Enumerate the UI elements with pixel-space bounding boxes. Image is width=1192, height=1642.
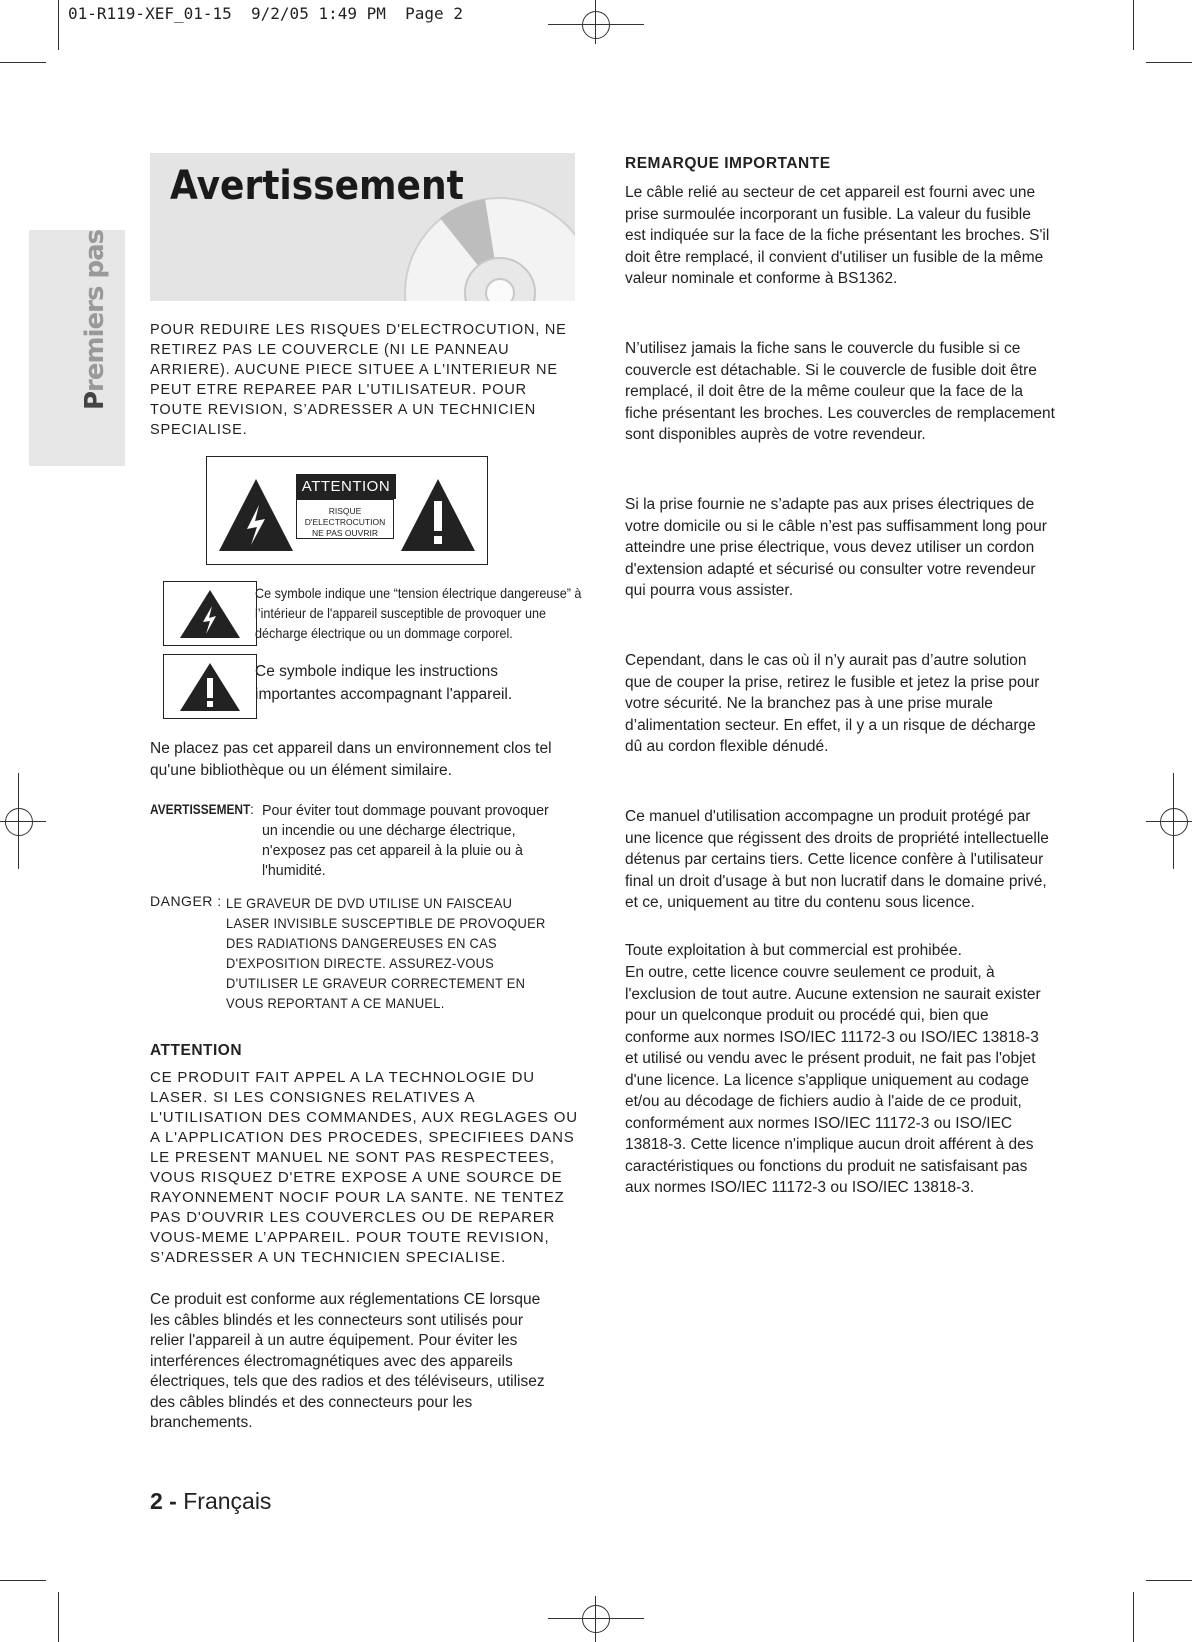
ce-compliance-note: Ce produit est conforme aux réglementations CE lorsque les câbles blindés et les connecteurs sont utilisés pour relier l'appareil à un autre équipement. Pour éviter les interférences électromagnétiques avec des appareils électriques, tels que des radios et des téléviseurs, utilisez des câbles blindés et des connecteurs pour les branchements. [150,1291,545,1431]
intro-warning: POUR REDUIRE LES RISQUES D'ELECTROCUTION, NE RETIREZ PAS LE COUVERCLE (NI LE PANNEAU ARRIERE). AUCUNE PIECE SITUEE A L'INTERIEUR NE PEUT ETRE REPAREE PAR L'UTILISATEUR. POUR TOUTE REVISION, S’ADRESSER A UN TECHNICIEN SPECIALISE. [150,322,567,438]
exclamation-triangle-icon [178,661,242,713]
danger-label: DANGER : [150,893,222,909]
remarque-paragraph-1: Le câble relié au secteur de cet appareil est fourni avec une prise surmoulée incorporant un fusible. La valeur du fusible est indiquée sur la face de la fiche présentant les broches. S'il doit être remplacé, il convient d'utiliser un fusible de la même valeur nominale et conforme à BS1362. [625,184,1050,287]
placement-note: Ne placez pas cet appareil dans un environnement clos tel qu'une bibliothèque ou un élément similaire. [150,740,552,779]
remarque-paragraph-5: Ce manuel d'utilisation accompagne un produit protégé par une licence que régissent des droits de propriété intellectuelle détenus par certains tiers. Cette licence confère à l'utilisateur final un droit d'usage à but non lucratif dans le domaine privé, et ce, uniquement au titre du contenu sous licence. [625,808,1049,911]
lightning-triangle-icon [217,477,295,553]
symbol-lightning-description: Ce symbole indique une “tension électrique dangereuse” à l’intérieur de l'appareil susceptible de provoquer une décharge électrique ou un dommage corporel. [255,585,582,641]
section-tab [29,230,125,466]
caution-label [206,456,488,565]
page-number: 2 - [150,1488,177,1514]
remarque-paragraph-6: Toute exploitation à but commercial est prohibée. [625,942,962,959]
page-title: Avertissement [170,163,464,209]
remarque-heading: REMARQUE IMPORTANTE [625,155,831,172]
title-banner [150,153,575,301]
symbol-exclamation-box [163,654,257,719]
caution-label-heading: ATTENTION [296,474,396,499]
remarque-paragraph-3: Si la prise fournie ne s’adapte pas aux prises électriques de votre domicile ou si le câble n’est pas suffisamment long pour atteindre une prise électrique, vous devez utiliser un cordon d'extension adapté et sécurisé ou consulter votre revendeur qui pourra vous assister. [625,496,1047,599]
remarque-paragraph-4: Cependant, dans le cas où il n’y aurait pas d’autre solution que de couper la prise, retirez le fusible et jetez la prise pour votre sécurité. Ne la branchez pas à une prise murale d’alimentation secteur. En effet, il y a un risque de décharge dû au cordon flexible dénudé. [625,652,1040,755]
avertissement-separator: : [250,801,254,817]
attention-text: CE PRODUIT FAIT APPEL A LA TECHNOLOGIE DU LASER. SI LES CONSIGNES RELATIVES A L'UTILISATION DES COMMANDES, AUX REGLAGES OU A L'APPLICATION DES PROCEDES, SPECIFIEES DANS LE PRESENT MANUEL NE SONT PAS RESPECTEES, VOUS RISQUEZ D'ETRE EXPOSE A UNE SOURCE DE RAYONNEMENT NOCIF POUR LA SANTE. NE TENTEZ PAS D'OUVRIR LES COUVERCLES OU DE REPARER VOUS-MEME L’APPAREIL. POUR TOUTE REVISION, S’ADRESSER A UN TECHNICIEN SPECIALISE. [150,1069,578,1266]
danger-text: LE GRAVEUR DE DVD UTILISE UN FAISCEAU LASER INVISIBLE SUSCEPTIBLE DE PROVOQUER DES RADIATIONS DANGEREUSES EN CAS D'EXPOSITION DIRECTE. ASSUREZ-VOUS D'UTILISER LE GRAVEUR CORRECTEMENT EN VOUS REPORTANT A CE MANUEL. [226,895,546,1011]
symbol-lightning-box [163,581,257,646]
exclamation-triangle-icon [399,477,477,553]
print-slug: 01-R119-XEF_01-15 9/2/05 1:49 PM Page 2 [68,4,463,23]
avertissement-text: Pour éviter tout dommage pouvant provoquer un incendie ou une décharge électrique, n'exposez pas cet appareil à la pluie ou à l'humidité. [262,802,549,879]
symbol-exclamation-description: Ce symbole indique les instructions importantes accompagnant l'appareil. [255,663,513,703]
language-label: Français [183,1488,272,1514]
caution-label-text: RISQUE D'ELECTROCUTION NE PAS OUVRIR [296,499,394,539]
lightning-triangle-icon [178,588,242,640]
page-footer [150,1488,271,1515]
attention-heading: ATTENTION [150,1042,243,1059]
section-tab-label: Premiers pas [80,229,110,410]
remarque-paragraph-2: N’utilisez jamais la fiche sans le couvercle du fusible si ce couvercle est détachable. Si le couvercle de fusible doit être remplacé, il doit être de la même couleur que la face de la fiche présentant les broches. Les couvercles de remplacement sont disponibles auprès de votre revendeur. [625,340,1055,443]
disc-icon [400,193,575,301]
avertissement-label: AVERTISSEMENT [150,801,251,817]
remarque-paragraph-7: En outre, cette licence couvre seulement ce produit, à l'exclusion de tout autre. Aucune extension ne saurait exister pour un quelconque produit ou procédé qui, bien que conforme aux normes ISO/IEC 11172-3 ou ISO/IEC 13818-3 et utilisé ou vendu avec le présent produit, ne fait pas l'objet d'une licence. La licence s'applique uniquement au codage et/ou au décodage de fichiers audio à l'aide de ce produit, conformément aux normes ISO/IEC 11172-3 ou ISO/IEC 13818-3. Cette licence n'implique aucun droit afférent à des caractéristiques ou fonctions du produit ne satisfaisant pas aux normes ISO/IEC 11172-3 ou ISO/IEC 13818-3. [625,964,1041,1196]
